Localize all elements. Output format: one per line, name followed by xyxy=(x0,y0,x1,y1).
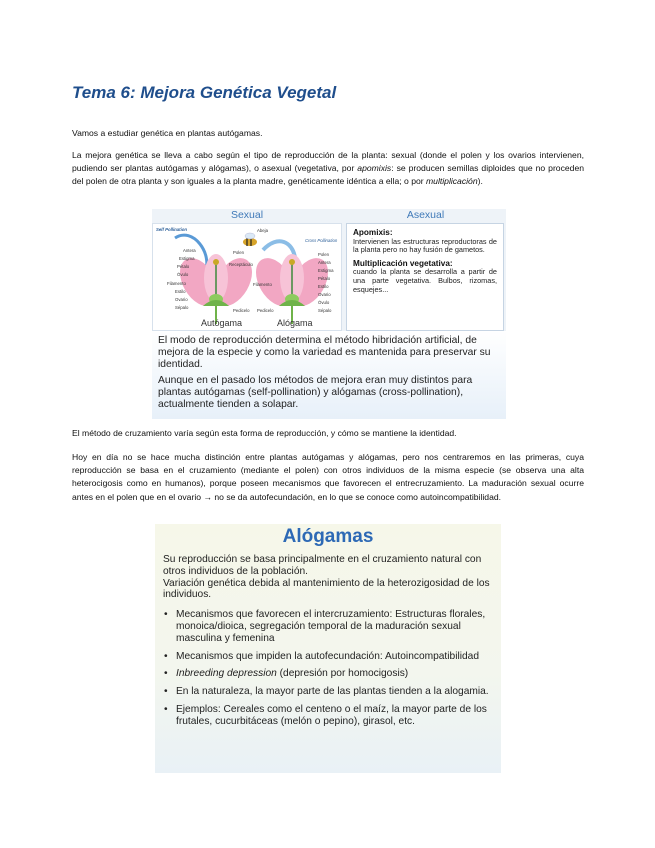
multiplicacion-text: cuando la planta se desarrolla a partir de una parte vegetativa. Bulbos, rizomas, esquejes... xyxy=(353,267,497,294)
caption-paragraph-1: El modo de reproducción determina el método hibridación artificial, de mejora de la especie y como la variedad es mantenida para preservar su identidad. xyxy=(158,335,491,370)
left-part-label: Pedicelo xyxy=(233,308,250,313)
intro-line-1: Su reproducción se basa principalmente en el cruzamiento natural con otros individuos de la población. xyxy=(163,554,482,577)
right-part-label: Filamento xyxy=(253,282,272,287)
list-item xyxy=(163,686,499,698)
right-part-label: Sépalo xyxy=(318,308,332,313)
bullet-icon: • xyxy=(164,668,168,680)
right-part-label: Ovario xyxy=(318,292,331,297)
alogamas-list xyxy=(163,609,499,727)
asexual-header: Asexual xyxy=(406,209,445,221)
list-item-text: En la naturaleza, la mayor parte de las plantas tienden a la alogamia. xyxy=(176,686,489,698)
asexual-box xyxy=(346,223,504,331)
right-part-label: Pedicelo xyxy=(257,308,274,313)
left-part-label: Pétalo xyxy=(177,264,190,269)
p2-text-a: La mejora genética se lleva a cabo según el tipo de reproducción de la planta: sexual (donde el polen y los ovarios intervienen, pudiendo ser plantas autógamas y alógamas), o asexual (vegetativa, por xyxy=(72,150,584,174)
right-part-label: Óvulo xyxy=(318,300,330,305)
apomixis-title: Apomixis: xyxy=(353,228,393,237)
reproduction-paragraph xyxy=(72,149,584,189)
right-part-label: Estigma xyxy=(318,268,334,273)
list-item xyxy=(163,704,499,728)
left-part-label: Polen xyxy=(233,250,244,255)
figure1-caption xyxy=(152,331,506,419)
reproduction-figure xyxy=(152,209,506,419)
list-item xyxy=(163,609,499,644)
left-part-label: Estigma xyxy=(179,256,195,261)
bee-icon xyxy=(243,233,257,246)
list-item xyxy=(163,668,499,680)
intro-line-2: Variación genética debida al mantenimiento de la heterozigosidad de los individuos. xyxy=(163,577,490,601)
right-part-label: Pétalo xyxy=(318,276,331,281)
right-part-label: Antera xyxy=(318,260,331,265)
bullet-icon: • xyxy=(164,609,168,621)
caption-paragraph-2: Aunque en el pasado los métodos de mejora eran muy distintos para plantas autógamas (self-pollination) y alógamas (cross-pollination), actualmente tienden a solapar. xyxy=(158,375,473,410)
sexual-header: Sexual xyxy=(230,209,264,221)
left-part-label: Receptáculo xyxy=(229,262,253,267)
right-part-label: Estilo xyxy=(318,284,329,289)
cross-pollination-label: Cross Pollination xyxy=(305,238,338,243)
left-part-label: Óvulo xyxy=(177,272,189,277)
right-part-label: Polen xyxy=(318,252,329,257)
p2-multiplicacion: multiplicación xyxy=(426,176,478,187)
list-item-italic: Inbreeding depression xyxy=(176,668,277,680)
left-part-label: Filamento xyxy=(167,281,186,286)
page-title: Tema 6: Mejora Genética Vegetal xyxy=(72,83,337,102)
bullet-icon: • xyxy=(164,686,168,698)
bullet-icon: • xyxy=(164,650,168,662)
left-part-label: Antera xyxy=(183,248,196,253)
autogama-label: Autógama xyxy=(201,318,243,328)
intro-paragraph: Vamos a estudiar genética en plantas autógamas. xyxy=(72,128,263,138)
alogamas-paragraph: Hoy en día no se hace mucha distinción entre plantas autógamas y alógamas, pero nos centraremos en las primeras, cuya reproducción se basa en el cruzamiento (mediante el polen) con otros individuos de la misma especie (se observa una alta heterocigosis como en humanos), porque poseen mecanismos que favorecen el entrecruzamiento. La maduración sexual ocurre antes en el polen que en el ovario → no se da autofecundación, en lo que se conoce como autoincompatibilidad. xyxy=(72,452,584,502)
left-part-label: Ovario xyxy=(175,297,188,302)
alogamas-figure xyxy=(155,524,501,773)
list-item-text: (depresión por homocigosis) xyxy=(276,668,409,680)
list-item-text: Ejemplos: Cereales como el centeno o el maíz, la mayor parte de los frutales, cucurbitáceas (melón o pepino), girasol, etc. xyxy=(176,703,487,727)
alogamas-title: Alógamas xyxy=(282,526,374,547)
left-part-label: Sépalo xyxy=(175,305,189,310)
p2-text-e: ). xyxy=(477,176,483,187)
bullet-icon: • xyxy=(164,703,168,715)
apomixis-text: Intervienen las estructuras reproductoras de la planta pero no hay fusión de gametos. xyxy=(353,236,497,255)
bee-label: Abeja xyxy=(257,228,268,233)
crossing-method-paragraph: El método de cruzamiento varía según esta forma de reproducción, y cómo se mantiene la identidad. xyxy=(72,428,457,438)
left-part-label: Estilo xyxy=(175,289,186,294)
list-item-text: Mecanismos que favorecen el intercruzamiento: Estructuras florales, monoica/dioica, segregación temporal de la maduración sexual masculina y femenina xyxy=(176,609,486,644)
list-item xyxy=(163,651,499,663)
alogamas-body xyxy=(163,554,499,734)
list-item-text: Mecanismos que impiden la autofecundación: Autoincompatibilidad xyxy=(176,650,479,662)
flower-diagram xyxy=(152,223,342,331)
p2-apomixis: apomixis xyxy=(357,163,392,174)
alogama-label: Alógama xyxy=(277,318,313,328)
p2-text-c: : se producen semillas diploides que no proceden del polen de otra planta y son iguales a la planta madre, genéticamente idéntica a ella; o por xyxy=(72,163,584,187)
multiplicacion-title: Multiplicación vegetativa: xyxy=(353,258,453,268)
alogamas-intro xyxy=(163,554,499,601)
self-pollination-label: Self Pollination xyxy=(156,227,188,232)
